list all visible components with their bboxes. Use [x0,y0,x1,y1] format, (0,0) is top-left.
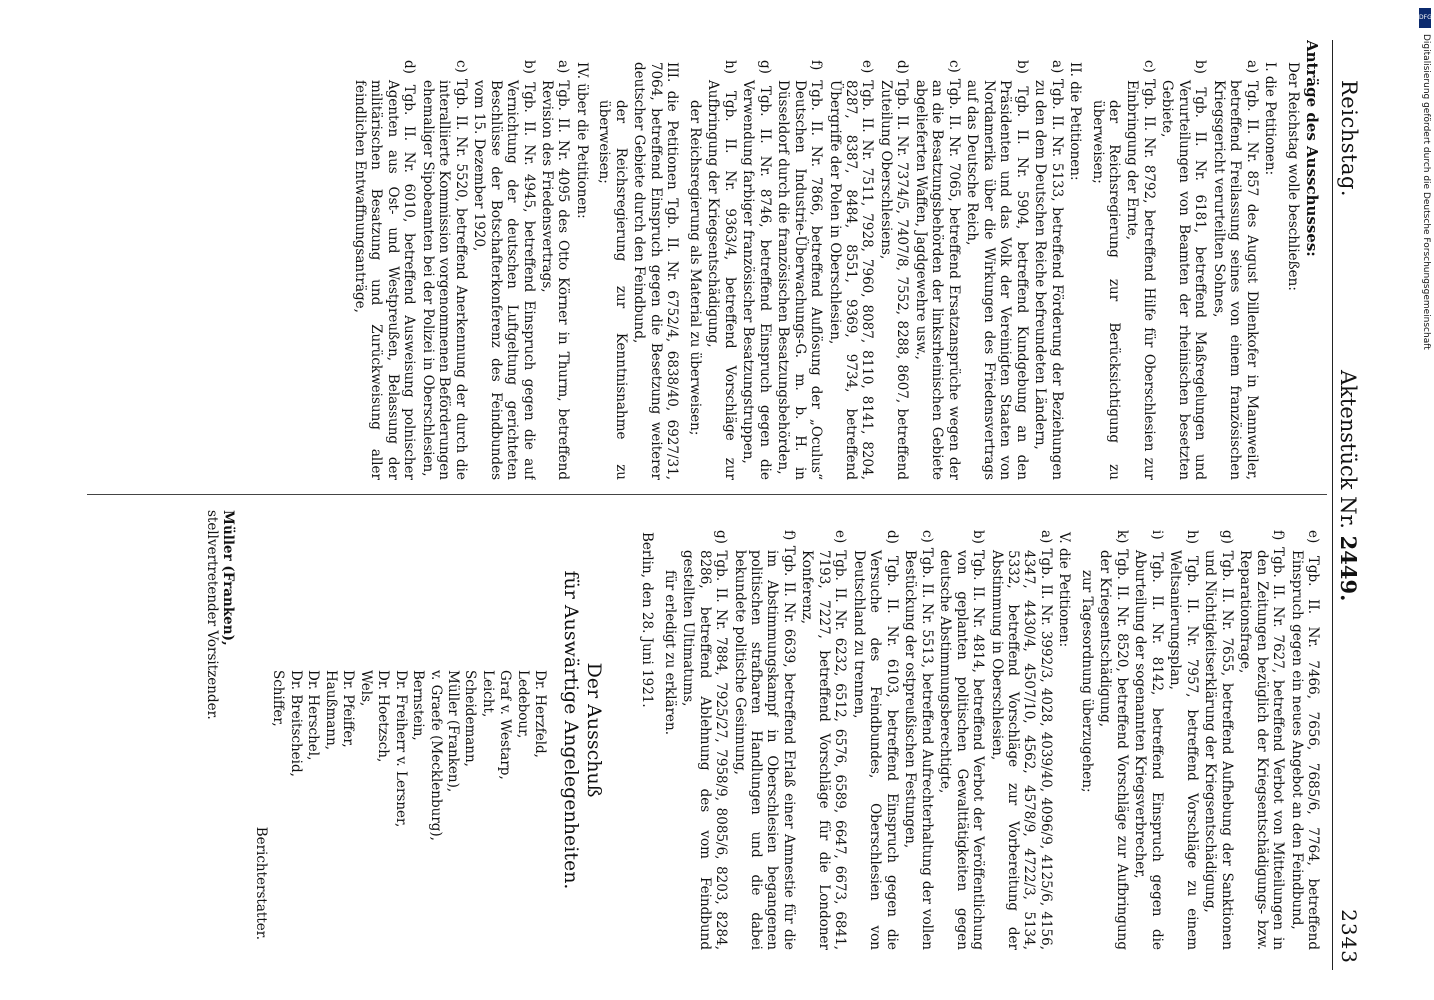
list-item: b) Tgb. II. Nr. 4814, betreffend Verbot der Veröffentlichung von geplanten politischen Gewalttätigkeiten gegen deutsche Abstimmungsberechtigte, [937,530,987,950]
header-center [1334,370,1361,601]
list-item: k) Tgb. II. Nr. 8520, betreffend Vorschläge zur Aufbringung der Kriegsentschädigung, [1097,530,1130,950]
list-item: g) Tgb. II. Nr. 7884, 7925/27, 7958/9, 8085/6, 8203, 8284, 8286, betreffend Ablehnung des vom Feindbund gestellten Ultimatums, [680,530,730,950]
section-closing: der Reichsregierung zur Berücksichtigung zu überweisen; [1089,100,1123,480]
date-line: Berlin, den 28. Juni 1921. [639,532,656,708]
list-item: e) Tgb. II. Nr. 6232, 6512, 6576, 6589, 6647, 6673, 6841, 7193, 7227, betreffend Vorschläge für die Londoner Konferenz, [799,530,849,950]
column-divider [87,494,1327,495]
list-item: g) Tgb. II. Nr. 8746, betreffend Einspruch gegen die Verwendung farbiger französischer Besatzungstruppen, [740,60,773,480]
page-number: 2343 [1337,909,1361,964]
section-title: V. die Petitionen: [1056,532,1073,648]
section-i [1089,40,1278,480]
section-v [661,510,1072,950]
rapporteur-label: Berichterstatter. [252,826,269,940]
motions-intro: Der Reichstag wolle beschließen: [1284,62,1301,291]
section-title: IV. über die Petitionen: [573,62,590,219]
list-item: c) Tgb. II. Nr. 7065, betreffend Ersatzansprüche wegen der an die Besatzungsbehörden der linksrheinischen Gebiete abgelieferten Waffen, Jagdgewehre usw., [912,60,962,480]
member-name: Graf v. Westarp, [497,670,514,780]
member-name: Dr. Pfeiffer, [340,670,357,748]
member-name: Dr. Herschel, [305,670,322,761]
member-name: Bernstein, [410,670,427,741]
member-name: Wels, [357,670,374,707]
member-name: Dr. Herzfeld, [532,670,549,758]
member-name: Schiffer, [270,670,287,727]
list-item: d) Tgb. II. Nr. 6010, betreffend Ausweisung polnischer Agenten aus Ost- und Westpreußen, Belassung der militärischen Besatzung und Zurückweisung aller feindlichen Entwaffnungsanträge, [351,60,418,480]
member-name: Haußmann, [322,670,339,751]
list-item: h) Tgb. II. Nr. 7957, betreffend Vorschläge zu einem Weltsanierungsplan, [1167,530,1200,950]
section-title: I. die Petitionen: [1262,62,1279,176]
section-title: II. die Petitionen: [1067,62,1084,181]
list-item: d) Tgb. II. Nr. 7374/5, 7407/8, 7552, 8288, 8607, betreffend Zuteilung Oberschlesiens, [877,60,911,480]
chair-block [203,510,236,720]
section-iv [351,40,590,480]
list-item: a) Tgb. II. Nr. 857 des August Dillenkofer in Mannweiler, betreffend Freilassung seines von einem französischen Kriegsgericht verurteilten Sohnes, [1210,60,1260,480]
committee-subtitle: für Auswärtige Angelegenheiten. [559,570,582,890]
dfg-logo: DFG [1419,8,1431,28]
list-item: f) Tgb. II. Nr. 7866, betreffend Auflösung der „Oculus“ Deutschen Industrie-Überwachungs-G. m. b. H. in Düsseldorf durch die französischen Besatzungsbehörden, [775,60,825,480]
section-closing: der Reichsregierung zur Kenntnisnahme zu überweisen; [596,100,629,480]
member-name: Dr. Freiherr v. Lersner, [392,670,409,828]
list-item: e) Tgb. II. Nr. 7511, 7928, 7960, 8087, 8110, 8141, 8204, 8287, 8387, 8484, 8551, 9369, 9734, betreffend Übergriffe der Polen in Oberschlesien, [826,60,876,480]
list-item: f) Tgb. II. Nr. 6639, betreffend Erlaß einer Amnestie für die im Abstimmungskampf in Oberschlesien begangenen politischen strafbaren Handlungen und die dabei bekundete politische Gesinnung, [731,530,797,950]
list-item: b) Tgb. II. Nr. 4945, betreffend Einspruch gegen die auf Vernichtung der deutschen Luftgeltung gerichteten Beschlüsse der Botschafterkonferenz des Feindbundes vom 15. Dezember 1920, [471,60,537,480]
member-name: Dr. Hoetzsch, [375,670,392,763]
list-item: b) Tgb. II. Nr. 6181, betreffend Maßregelungen und Verurteilungen von Beamten der rheinischen besetzten Gebiete, [1159,60,1209,480]
section-closing: der Reichsregierung als Material zu überweisen; [686,100,703,436]
page-header [1332,40,1367,970]
motions-heading: Anträge des Ausschusses: [1303,40,1321,257]
member-name: v. Graefe (Mecklenburg), [427,670,444,841]
list-item: g) Tgb. II. Nr. 7655, betreffend Aufhebung der Sanktionen und Nichtigkeitserklärung der Kriegsentschädigung, [1202,530,1235,950]
list-item: b) Tgb. II. Nr. 5904, betreffend Kundgebung an den Präsidenten und das Volk der Vereinigten Staaten von Nordamerika über die Wirkungen des Friedensvertrags auf das Deutsche Reich, [964,60,1030,480]
list-item: c) Tgb. II. Nr. 5520, betreffend Anerkennung der durch die interalliierte Kommission vorgenommenen Beförderungen ehemaliger Sipobeamten bei der Polizei in Oberschlesien, [419,60,469,480]
list-item: h) Tgb. II. Nr. 9363/4, betreffend Vorschläge zur Aufbringung der Kriegsentschädigung, [705,60,738,480]
member-name: Dr. Breitscheid, [287,670,304,777]
list-item: i) Tgb. II. Nr. 8142, betreffend Einspruch gegen die Aburteilung der sogenannten Kriegsverbrecher, [1132,530,1165,950]
members-list [252,510,548,950]
member-name: Ledebour, [514,670,531,739]
funding-note [1418,8,1432,992]
header-center-prefix: Aktenstück Nr. [1336,370,1360,529]
member-name: Scheidemann, [462,670,479,767]
list-item: a) Tgb. II. Nr. 4095 des Otto Körner in Thurm, betreffend Revision des Friedensvertrags, [539,60,572,480]
list-item: c) Tgb. II. Nr. 8792, betreffend Hilfe für Oberschlesien zur Einbringung der Ernte, [1124,60,1157,480]
list-item: e) Tgb. II. Nr. 7466, 7656, 7685/6, 7764, betreffend Einspruch gegen ein neues Angebot an den Feindbund, [1288,530,1321,950]
section-title: III. die Petitionen Tgb. II. Nr. 6752/4, 6838/40, 6927/31, 7064, betreffend Einspruch gegen die Besetzung weiterer deutscher Gebiete durch den Feindbund, [631,62,681,480]
left-column [81,40,1321,480]
section-iii [596,40,680,480]
section-closing: für erledigt zu erklären. [661,570,678,736]
list-item: f) Tgb. II. Nr. 7627, betreffend Verbot von Mitteilungen in den Zeitungen bezüglich der Kriegsentschädigungs- bzw. Reparationsfrage, [1237,530,1287,950]
funding-note-text: Digitalisierung gefördert durch die Deutsche Forschungsgemeinschaft [1421,34,1431,350]
member-name: Müller (Franken), [445,670,462,793]
list-item: c) Tgb. II. Nr. 5513, betreffend Aufrechterhaltung der vollen Bestückung der ostpreußischen Festungen, [902,530,935,950]
header-center-number: 2449. [1336,535,1361,602]
document-page [67,40,1367,970]
chair-role: stellvertretender Vorsitzender. [203,510,220,720]
header-left: Reichstag. [1337,80,1361,198]
list-item: a) Tgb. II. Nr. 5133, betreffend Förderung der Beziehungen zu den dem Deutschen Reiche befreundeten Ländern, [1032,60,1065,480]
section-ii [686,40,1083,480]
chair-name: Müller (Franken), [220,510,236,646]
list-item: d) Tgb. II. Nr. 6103, betreffend Einspruch gegen die Versuche des Feindbundes, Oberschlesien von Deutschland zu trennen, [850,530,900,950]
section-closing: zur Tagesordnung überzugehen; [1078,570,1095,793]
committee-title: Der Ausschuß [582,662,605,798]
right-column [81,510,1321,950]
member-name: Leicht, [479,670,496,718]
list-item: a) Tgb. II. Nr. 3992/3, 4028, 4039/40, 4096/9, 4125/6, 4156, 4347, 4430/4, 4507/10, 4562, 4578/9, 4722/3, 5134, 5332, betreffend Vorschläge zur Vorbereitung der Abstimmung in Oberschlesien, [988,530,1054,950]
